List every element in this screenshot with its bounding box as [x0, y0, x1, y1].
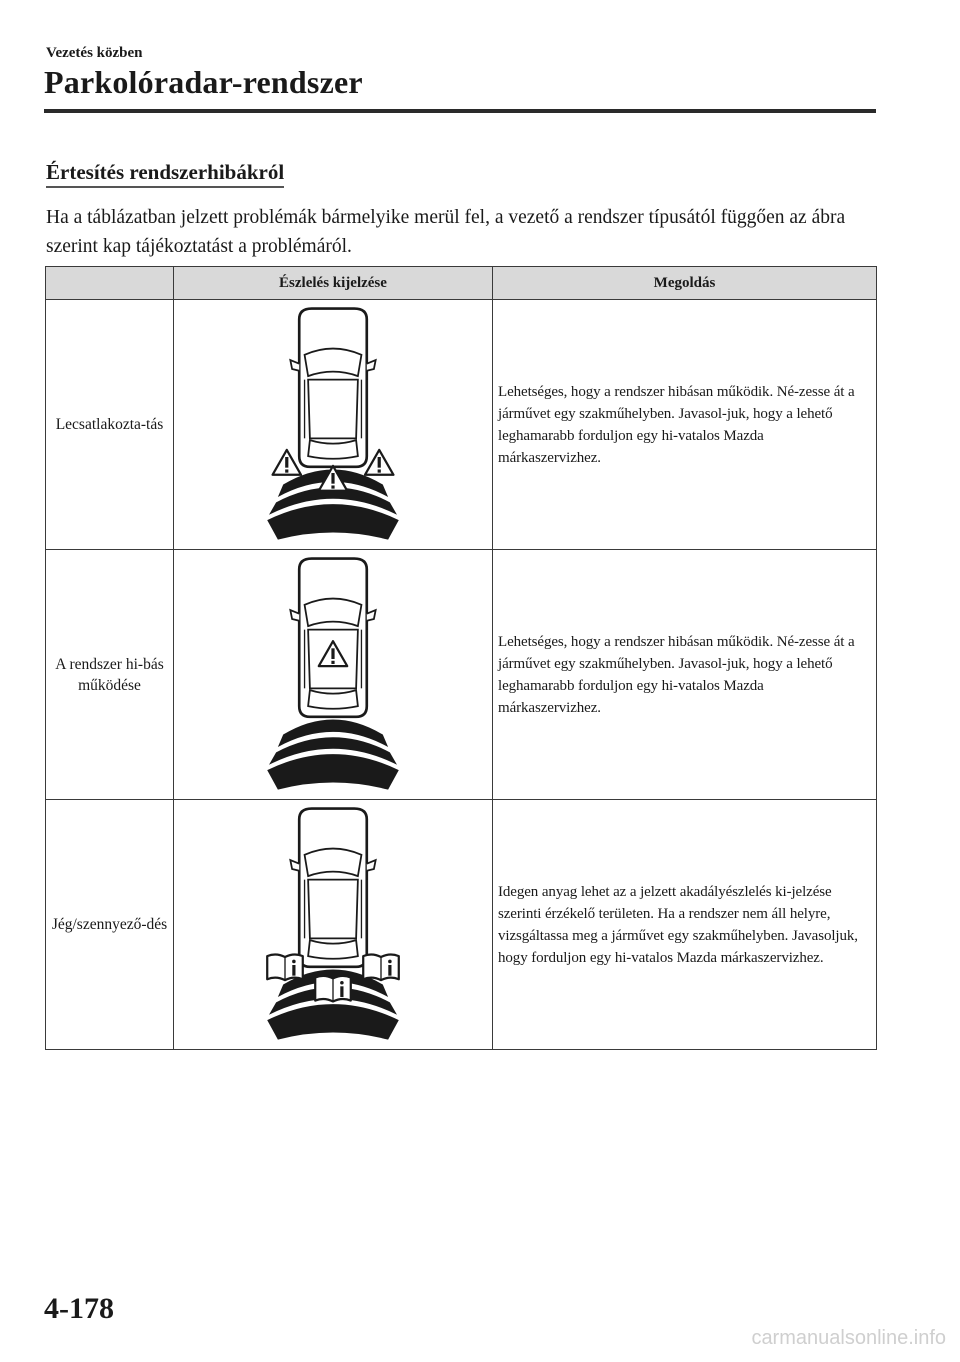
info-book-icon — [267, 954, 303, 980]
table-row — [46, 800, 877, 1050]
solution-cell: Lehetséges, hogy a rendszer hibásan működik. Né-zesse át a járművet egy szakműhelyben. Javasol-juk, hogy a lehető leghamarabb forduljon egy hi-vatalos Mazda márkaszervizhez. — [493, 550, 877, 800]
parking-sensor-diagram — [245, 555, 421, 795]
subsection-title: Értesítés rendszerhibákról — [46, 160, 284, 188]
header-cell-condition — [46, 267, 174, 300]
parking-sensor-diagram — [245, 805, 421, 1045]
section-label: Vezetés közben — [46, 45, 143, 61]
info-book-icon — [315, 975, 351, 1001]
header-cell-solution: Megoldás — [493, 267, 877, 300]
condition-cell: Jég/szennyező-dés — [46, 800, 174, 1050]
info-book-icon — [363, 954, 399, 980]
warning-triangle-icon — [273, 449, 301, 474]
solution-cell: Idegen anyag lehet az a jelzett akadályészlelés ki-jelzése szerinti érzékelő területen. Ha a rendszer nem áll helyre, vizsgáltassa meg a járművet egy szakműhelyben. Javasoljuk, hogy forduljon egy hi-vatalos Mazda márkaszervizhez. — [493, 800, 877, 1050]
watermark: carmanualsonline.info — [751, 1327, 946, 1349]
table-row — [46, 550, 877, 800]
page-number: 4-178 — [44, 1292, 114, 1325]
display-figure-cell — [174, 800, 493, 1050]
title-rule — [44, 109, 876, 113]
display-figure-cell — [174, 300, 493, 550]
solution-cell: Lehetséges, hogy a rendszer hibásan működik. Né-zesse át a járművet egy szakműhelyben. Javasol-juk, hogy a lehető leghamarabb forduljon egy hi-vatalos Mazda márkaszervizhez. — [493, 300, 877, 550]
system-error-table — [45, 266, 877, 1050]
condition-cell: A rendszer hi-bás működése — [46, 550, 174, 800]
parking-sensor-diagram — [245, 305, 421, 545]
intro-paragraph: Ha a táblázatban jelzett problémák bármelyike merül fel, a vezető a rendszer típusától függően az ábra szerint kap tájékoztatást a problémáról. — [46, 207, 846, 257]
table-row — [46, 300, 877, 550]
display-figure-cell — [174, 550, 493, 800]
condition-cell: Lecsatlakozta-tás — [46, 300, 174, 550]
table-header-row — [46, 267, 877, 300]
header-cell-display: Észlelés kijelzése — [174, 267, 493, 300]
warning-triangle-icon — [365, 449, 393, 474]
chapter-title: Parkolóradar-rendszer — [44, 64, 363, 100]
